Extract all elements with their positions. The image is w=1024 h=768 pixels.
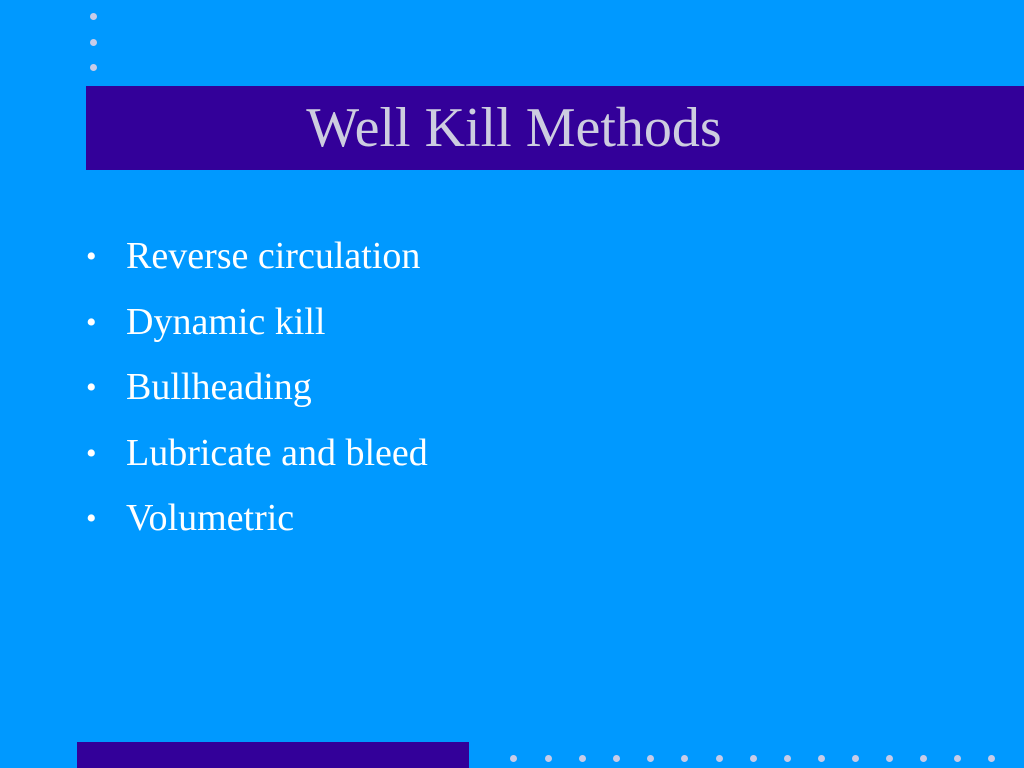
bullet-item — [86, 421, 428, 487]
bullet-item — [86, 224, 428, 290]
decorative-dot — [920, 755, 927, 762]
bullet-icon: • — [86, 502, 97, 535]
decorative-dot — [90, 13, 97, 20]
bullet-icon: • — [86, 240, 97, 273]
bullet-icon: • — [86, 305, 97, 339]
bullet-text: Volumetric — [126, 497, 295, 539]
decorative-dot — [579, 755, 586, 762]
decorative-dot — [716, 755, 723, 762]
decorative-dot — [954, 755, 961, 762]
title-band — [86, 86, 1024, 170]
decorative-dot — [852, 755, 859, 762]
decorative-dot — [818, 755, 825, 762]
bullet-text: Bullheading — [126, 366, 312, 408]
decorative-dot — [886, 755, 893, 762]
bullet-item — [86, 290, 428, 356]
bottom-band — [77, 742, 469, 768]
slide-title: Well Kill Methods — [306, 97, 722, 159]
decorative-dot — [681, 755, 688, 762]
bullet-icon: • — [86, 371, 97, 404]
decorative-dot — [510, 755, 517, 762]
decorative-dot — [750, 755, 757, 762]
decorative-dot — [988, 755, 995, 762]
bullet-text: Lubricate and bleed — [126, 431, 428, 474]
decorative-dot — [784, 755, 791, 762]
decorative-dot — [90, 64, 97, 71]
decorative-dot — [90, 39, 97, 46]
bullet-icon: • — [86, 436, 97, 470]
decorative-dot — [647, 755, 654, 762]
decorative-dot — [545, 755, 552, 762]
decorative-dot — [613, 755, 620, 762]
bullet-text: Reverse circulation — [126, 235, 421, 277]
bullet-item — [86, 355, 428, 421]
bullet-list — [86, 224, 428, 552]
bullet-item — [86, 486, 428, 552]
bullet-text: Dynamic kill — [126, 300, 326, 343]
